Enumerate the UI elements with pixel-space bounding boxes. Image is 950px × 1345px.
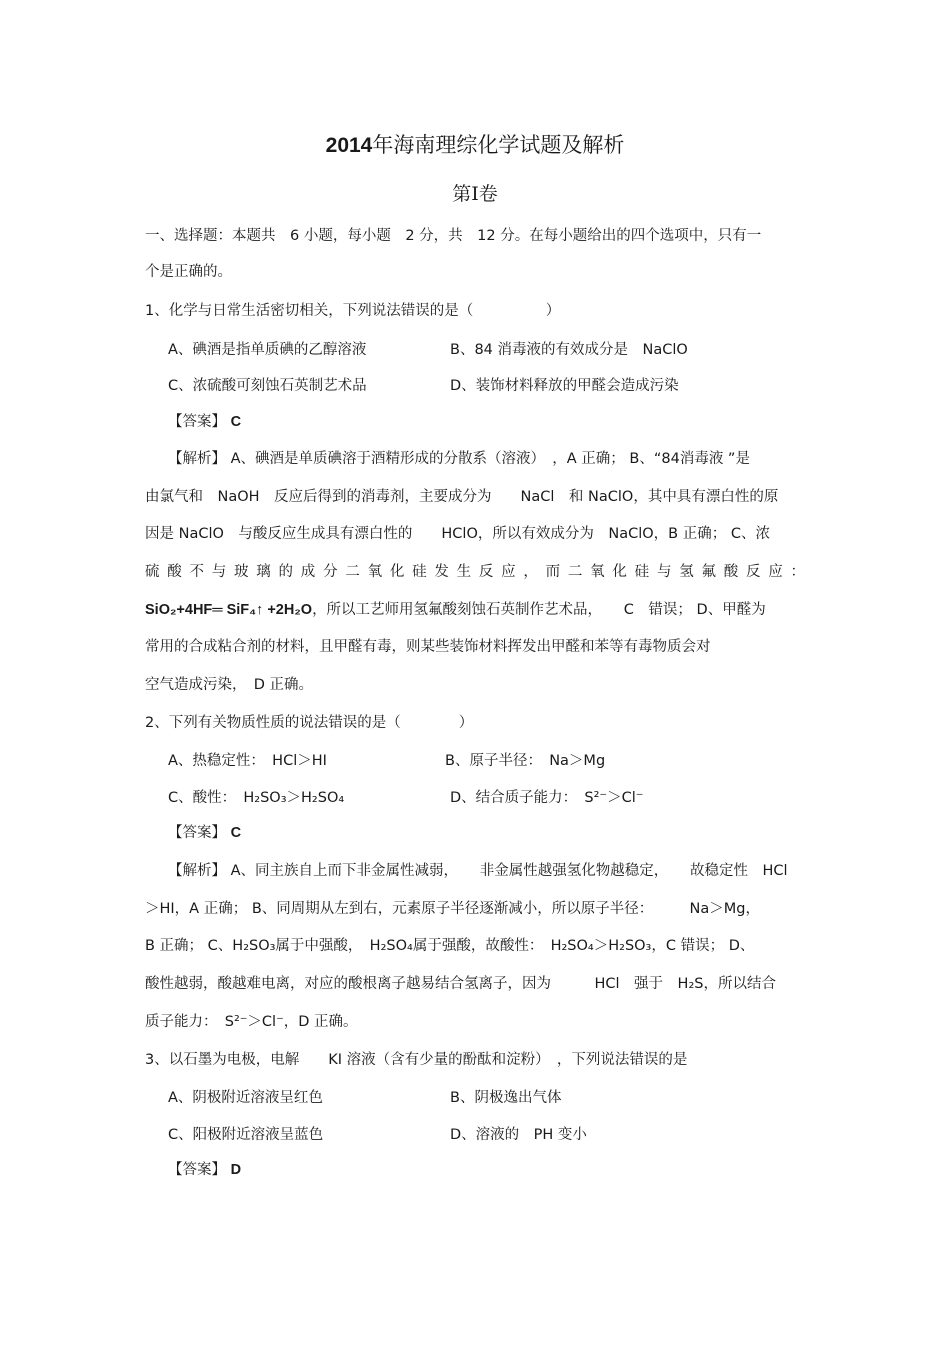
q1-option-b: B、84 消毒液的有效成分是 NaClO bbox=[450, 342, 688, 358]
q2-answer-label: 【答案】 bbox=[168, 825, 226, 841]
q2-explanation-line2: ＞HI，A 正确； B、同周期从左到右，元素原子半径逐渐减小，所以原子半径： Na＞Mg， bbox=[145, 901, 760, 917]
q2-option-c: C、酸性： H₂SO₃＞H₂SO₄ bbox=[168, 790, 345, 806]
q2-explanation-line1: 【解析】 A、同主族自上而下非金属性减弱， 非金属性越强氢化物越稳定， 故稳定性 HCl bbox=[168, 863, 788, 879]
q2-stem: 2、下列有关物质性质的说法错误的是（ ） bbox=[145, 715, 474, 731]
q3-option-c: C、阳极附近溶液呈蓝色 bbox=[168, 1127, 324, 1143]
title-year: 2014 bbox=[325, 134, 373, 157]
q1-explanation-line2: 由氯气和 NaOH 反应后得到的消毒剂，主要成分为 NaCl 和 NaClO，其中具有漂白性的原 bbox=[145, 489, 779, 505]
q2-option-d: D、结合质子能力： S²⁻＞Cl⁻ bbox=[450, 790, 644, 806]
q1-explanation-line3: 因是 NaClO 与酸反应生成具有漂白性的 HClO，所以有效成分为 NaClO，B 正确； C、浓 bbox=[145, 526, 770, 542]
q1-explanation-line7: 空气造成污染， D 正确。 bbox=[145, 677, 314, 693]
q3-option-d: D、溶液的 PH 变小 bbox=[450, 1127, 587, 1143]
q1-answer bbox=[168, 412, 241, 432]
q2-explanation-line4: 酸性越弱，酸越难电离，对应的酸根离子越易结合氢离子，因为 HCl 强于 H₂S，所以结合 bbox=[145, 976, 776, 992]
q1-option-c: C、浓硫酸可刻蚀石英制艺术品 bbox=[168, 378, 367, 394]
page-title bbox=[0, 130, 950, 161]
title-text: 年海南理综化学试题及解析 bbox=[372, 133, 625, 157]
q3-option-b: B、阴极逸出气体 bbox=[450, 1090, 562, 1106]
q1-stem: 1、化学与日常生活密切相关，下列说法错误的是（ ） bbox=[145, 303, 561, 319]
q3-answer-value: D bbox=[230, 1162, 242, 1178]
q1-explanation-line4-text: 硫酸不与玻璃的成分二氧化硅发生反应，而二氧化硅与氢氟酸反应： bbox=[145, 564, 805, 580]
q2-option-a: A、热稳定性： HCl＞HI bbox=[168, 753, 327, 769]
q3-option-a: A、阴极附近溶液呈红色 bbox=[168, 1090, 323, 1106]
q2-answer-value: C bbox=[230, 825, 242, 841]
volume-heading: 第Ⅰ卷 bbox=[452, 183, 498, 205]
q2-explanation-line5: 质子能力： S²⁻＞Cl⁻，D 正确。 bbox=[145, 1014, 358, 1030]
q1-reaction-equation: SiO₂+4HF═ SiF₄↑ +2H₂O bbox=[145, 602, 313, 618]
q3-answer-label: 【答案】 bbox=[168, 1162, 226, 1178]
q1-option-d: D、装饰材料释放的甲醛会造成污染 bbox=[450, 378, 679, 394]
q2-explanation-line3: B 正确； C、H₂SO₃属于中强酸， H₂SO₄属于强酸，故酸性： H₂SO₄＞H₂SO₃，C 错误； D、 bbox=[145, 938, 755, 954]
q2-answer bbox=[168, 823, 241, 843]
q1-explanation-line4 bbox=[145, 562, 805, 582]
q3-answer bbox=[168, 1160, 241, 1180]
q1-answer-label: 【答案】 bbox=[168, 414, 226, 430]
q1-explanation-line1: 【解析】 A、碘酒是单质碘溶于酒精形成的分散系（溶液） ，A 正确； B、“84消毒液 ”是 bbox=[168, 451, 750, 467]
q1-option-a: A、碘酒是指单质碘的乙醇溶液 bbox=[168, 342, 367, 358]
q1-explanation-line5 bbox=[145, 600, 766, 620]
section-instruction-line1: 一、选择题：本题共 6 小题，每小题 2 分，共 12 分。在每小题给出的四个选项中，只有一 bbox=[145, 228, 762, 244]
q1-explanation-line6: 常用的合成粘合剂的材料，且甲醛有毒，则某些装饰材料挥发出甲醛和苯等有毒物质会对 bbox=[145, 639, 711, 655]
q3-stem: 3、以石墨为电极，电解 KI 溶液（含有少量的酚酞和淀粉） ，下列说法错误的是 bbox=[145, 1052, 688, 1068]
q1-answer-value: C bbox=[230, 414, 242, 430]
q2-option-b: B、原子半径： Na＞Mg bbox=[445, 753, 606, 769]
section-instruction-line2: 个是正确的。 bbox=[145, 264, 232, 280]
q1-explanation-line5-text: ，所以工艺师用氢氟酸刻蚀石英制作艺术品， C 错误； D、甲醛为 bbox=[312, 602, 766, 618]
